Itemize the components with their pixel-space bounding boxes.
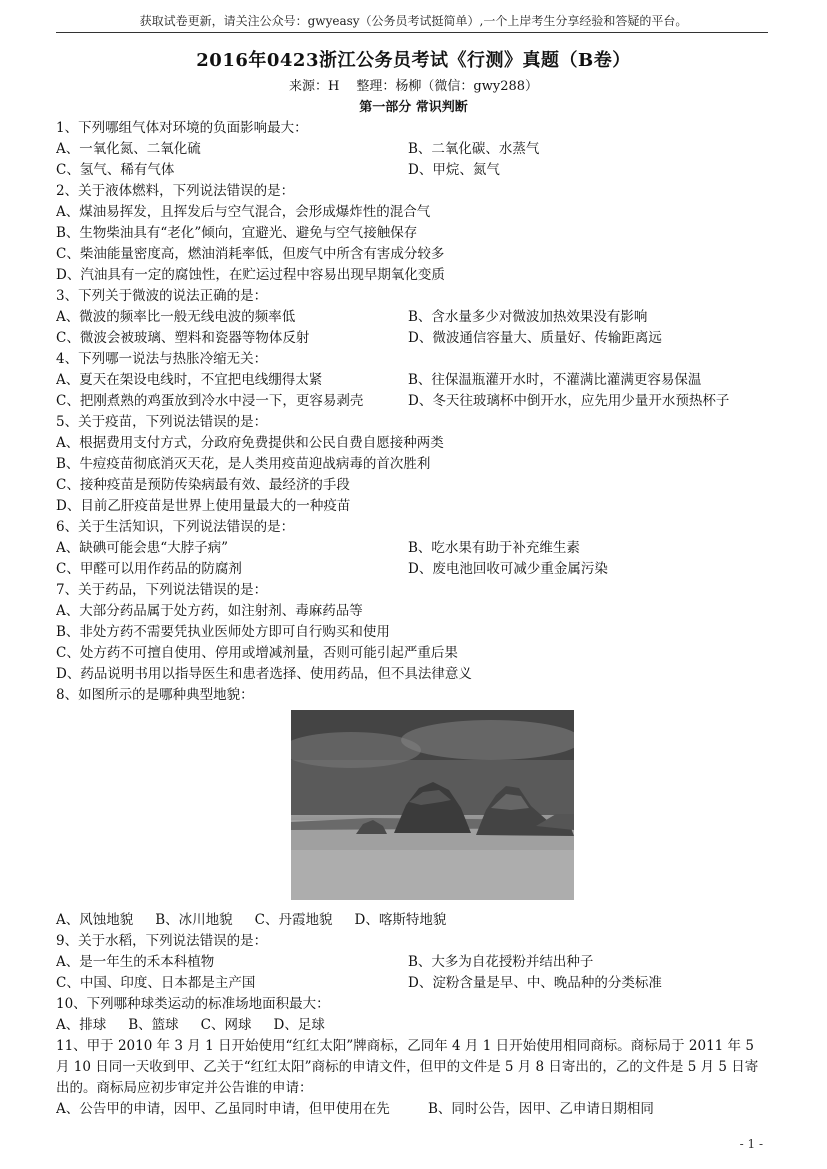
option: B、生物柴油具有“老化”倾向，宜避光、避免与空气接触保存 (56, 225, 418, 241)
option-row (56, 559, 768, 580)
option: A、一氧化氮、二氧化硫 (56, 141, 201, 157)
option: C、微波会被玻璃、塑料和瓷器等物体反射 (56, 330, 310, 346)
option: A、缺碘可能会患“大脖子病” (56, 540, 229, 556)
option: D、废电池回收可减少重金属污染 (408, 561, 608, 577)
option: D、微波通信容量大、质量好、传输距离远 (408, 330, 662, 346)
option-row (56, 538, 768, 559)
option: A、大部分药品属于处方药，如注射剂、毒麻药品等 (56, 603, 363, 619)
option-row (56, 391, 768, 412)
option: C、接种疫苗是预防传染病最有效、最经济的手段 (56, 477, 350, 493)
option: D、药品说明书用以指导医生和患者选择、使用药品，但不具法律意义 (56, 666, 472, 682)
question-stem: 1、下列哪组气体对环境的负面影响最大： (56, 120, 308, 136)
option-row (56, 1099, 768, 1120)
option: B、非处方药不需要凭执业医师处方即可自行购买和使用 (56, 624, 390, 640)
option: C、柴油能量密度高，燃油消耗率低，但废气中所含有害成分较多 (56, 246, 445, 262)
landform-photo (291, 710, 574, 900)
option-row (56, 1015, 768, 1036)
question-stem: 10、下列哪种球类运动的标准场地面积最大： (56, 996, 330, 1012)
option: A、根据费用支付方式，分政府免费提供和公民自费自愿接种两类 (56, 435, 444, 451)
option: A、排球 (56, 1017, 107, 1033)
option: B、大多为自花授粉并结出种子 (408, 954, 594, 970)
option: C、中国、印度、日本都是主产国 (56, 975, 256, 991)
option: D、冬天往玻璃杯中倒开水，应先用少量开水预热杯子 (408, 393, 730, 409)
page-title: 2016年0423浙江公务员考试《行测》真题（B卷） (196, 50, 631, 71)
option: C、氢气、稀有气体 (56, 162, 175, 178)
option: D、淀粉含量是早、中、晚品种的分类标准 (408, 975, 662, 991)
option: A、风蚀地貌 (56, 912, 134, 928)
question-stem: 9、关于水稻，下列说法错误的是： (56, 933, 268, 949)
option: D、喀斯特地貌 (354, 912, 447, 928)
question-list (56, 118, 768, 1120)
option-row (56, 973, 768, 994)
option-row (56, 307, 768, 328)
option: D、甲烷、氮气 (408, 162, 500, 178)
option: B、牛痘疫苗彻底消灭天花，是人类用疫苗迎战病毒的首次胜利 (56, 456, 431, 472)
option: A、公告甲的申请，因甲、乙虽同时申请，但甲使用在先 (56, 1101, 390, 1117)
option: A、煤油易挥发，且挥发后与空气混合，会形成爆炸性的混合气 (56, 204, 431, 220)
header-divider (56, 32, 768, 33)
option-row (56, 910, 768, 931)
option: C、处方药不可擅自使用、停用或增减剂量，否则可能引起严重后果 (56, 645, 458, 661)
header-note: 获取试卷更新，请关注公众号：gwyeasy（公务员考试挺简单）,一个上岸考生分享经验和答疑的平台。 (139, 14, 688, 28)
question-stem: 2、关于液体燃料，下列说法错误的是： (56, 183, 295, 199)
option: A、是一年生的禾本科植物 (56, 954, 215, 970)
option: D、足球 (273, 1017, 325, 1033)
option: C、网球 (200, 1017, 252, 1033)
option-row (56, 952, 768, 973)
option: A、微波的频率比一般无线电波的频率低 (56, 309, 296, 325)
option: B、吃水果有助于补充维生素 (408, 540, 580, 556)
question-stem: 5、关于疫苗，下列说法错误的是： (56, 414, 268, 430)
option: C、把刚煮熟的鸡蛋放到冷水中浸一下，更容易剥壳 (56, 393, 364, 409)
option: A、夏天在架设电线时，不宜把电线绷得太紧 (56, 372, 323, 388)
figure-container (56, 706, 768, 910)
option-row (56, 160, 768, 181)
option: C、丹霞地貌 (254, 912, 333, 928)
option-row (56, 328, 768, 349)
section-title: 第一部分 常识判断 (359, 100, 468, 115)
option: D、汽油具有一定的腐蚀性，在贮运过程中容易出现早期氧化变质 (56, 267, 445, 283)
option: D、目前乙肝疫苗是世界上使用量最大的一种疫苗 (56, 498, 351, 514)
page-subtitle: 来源：H 整理：杨柳（微信：gwy288） (288, 79, 539, 94)
question-stem: 8、如图所示的是哪种典型地貌： (56, 687, 254, 703)
option: B、同时公告，因甲、乙申请日期相同 (428, 1101, 654, 1117)
question-stem: 4、下列哪一说法与热胀冷缩无关： (56, 351, 268, 367)
option: C、甲醛可以用作药品的防腐剂 (56, 561, 242, 577)
landform-illustration (291, 710, 574, 900)
question-stem: 6、关于生活知识，下列说法错误的是： (56, 519, 295, 535)
question-stem: 7、关于药品，下列说法错误的是： (56, 582, 268, 598)
option: B、冰川地貌 (155, 912, 233, 928)
option-row (56, 370, 768, 391)
option-row (56, 139, 768, 160)
option: B、含水量多少对微波加热效果没有影响 (408, 309, 648, 325)
option: B、篮球 (128, 1017, 179, 1033)
option: B、二氧化碳、水蒸气 (408, 141, 540, 157)
page-number: - 1 - (739, 1137, 763, 1151)
option: B、往保温瓶灌开水时，不灌满比灌满更容易保温 (408, 372, 702, 388)
question-stem: 11、甲于 2010 年 3 月 1 日开始使用“红红太阳”牌商标，乙同年 4 月 1 日开始使用相同商标。商标局于 2011 年 5 月 10 日同一天收到甲、乙关于“红红太阳”商标的申请文件，但甲的文件是 5 月 8 日寄出的，乙的文件是 5 月 5 日寄出的。商标局应初步审定并公告谁的申请： (56, 1038, 759, 1096)
question-stem: 3、下列关于微波的说法正确的是： (56, 288, 268, 304)
